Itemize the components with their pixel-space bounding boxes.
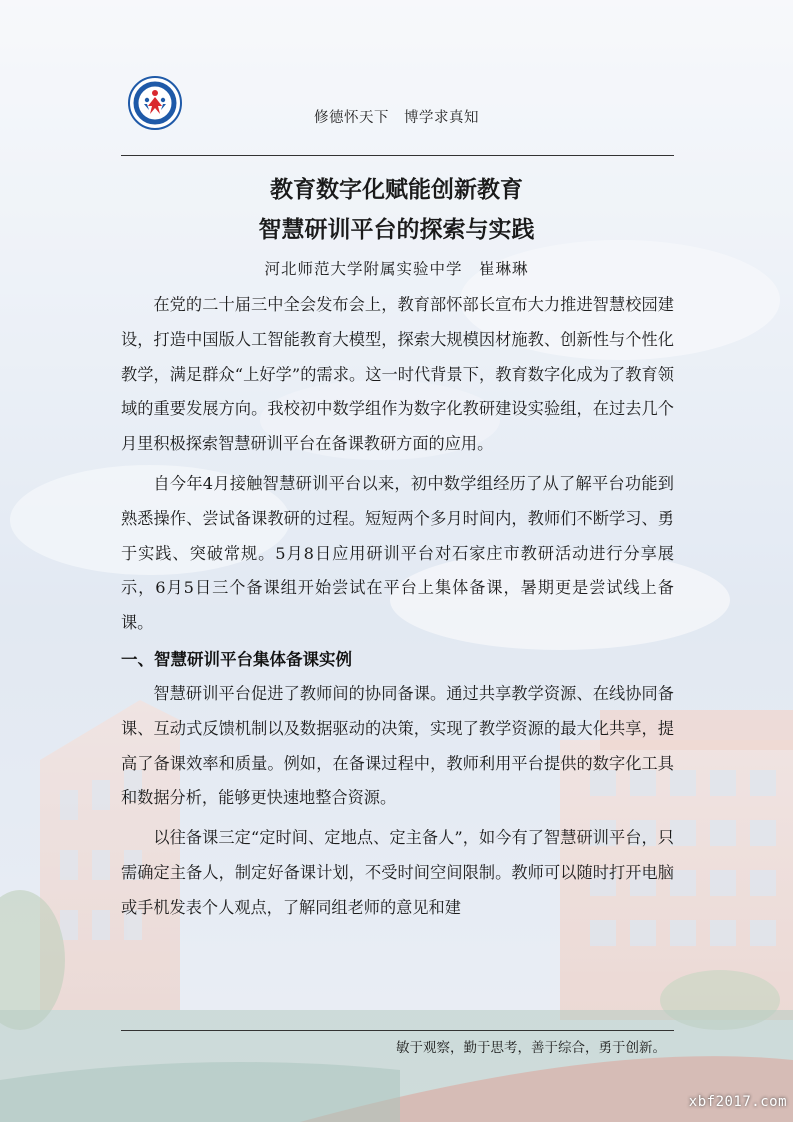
- paragraph: 智慧研训平台促进了教师间的协同备课。通过共享教学资源、在线协同备课、互动式反馈机制以及数据驱动的决策，实现了教学资源的最大化共享，提高了备课效率和质量。例如，在备课过程中，教师利用平台提供的数字化工具和数据分析，能够更快速地整合资源。: [121, 683, 674, 808]
- school-motto: 修德怀天下 博学求真知: [314, 110, 479, 126]
- paragraph: 以往备课三定“定时间、定地点、定主备人”，如今有了智慧研训平台，只需确定主备人，制定好备课计划，不受时间空间限制。教师可以随时打开电脑或手机发表个人观点，了解同组老师的意见和建: [121, 828, 674, 917]
- footer-divider: [121, 1030, 674, 1031]
- footer-slogan: 敏于观察，勤于思考，善于综合，勇于创新。: [396, 1040, 666, 1056]
- section-heading: 一、智慧研训平台集体备课实例: [121, 649, 352, 669]
- paragraph: 自今年4月接触智慧研训平台以来，初中数学组经历了从了解平台功能到熟悉操作、尝试备课教研的过程。短短两个多月时间内，教师们不断学习、勇于实践、突破常规。5月8日应用研训平台对石家庄市教研活动进行分享展示，6月5日三个备课组开始尝试在平台上集体备课，暑期更是尝试线上备课。: [121, 473, 674, 633]
- article-title-line1: 教育数字化赋能创新教育: [270, 176, 523, 203]
- paragraph: 在党的二十届三中全会发布会上，教育部怀部长宣布大力推进智慧校园建设，打造中国版人工智能教育大模型，探索大规模因材施教、创新性与个性化教学，满足群众“上好学”的需求。这一时代背景下，教育数字化成为了教育领域的重要发展方向。我校初中数学组作为数字化教研建设实验组，在过去几个月里积极探索智慧研训平台在备课教研方面的应用。: [121, 295, 674, 454]
- article-author: 河北师范大学附属实验中学 崔琳琳: [264, 260, 529, 278]
- header-divider: [121, 155, 674, 156]
- site-watermark: xbf2017.com: [688, 1094, 787, 1110]
- article-title-line2: 智慧研训平台的探索与实践: [258, 216, 535, 243]
- article-body: [121, 288, 674, 926]
